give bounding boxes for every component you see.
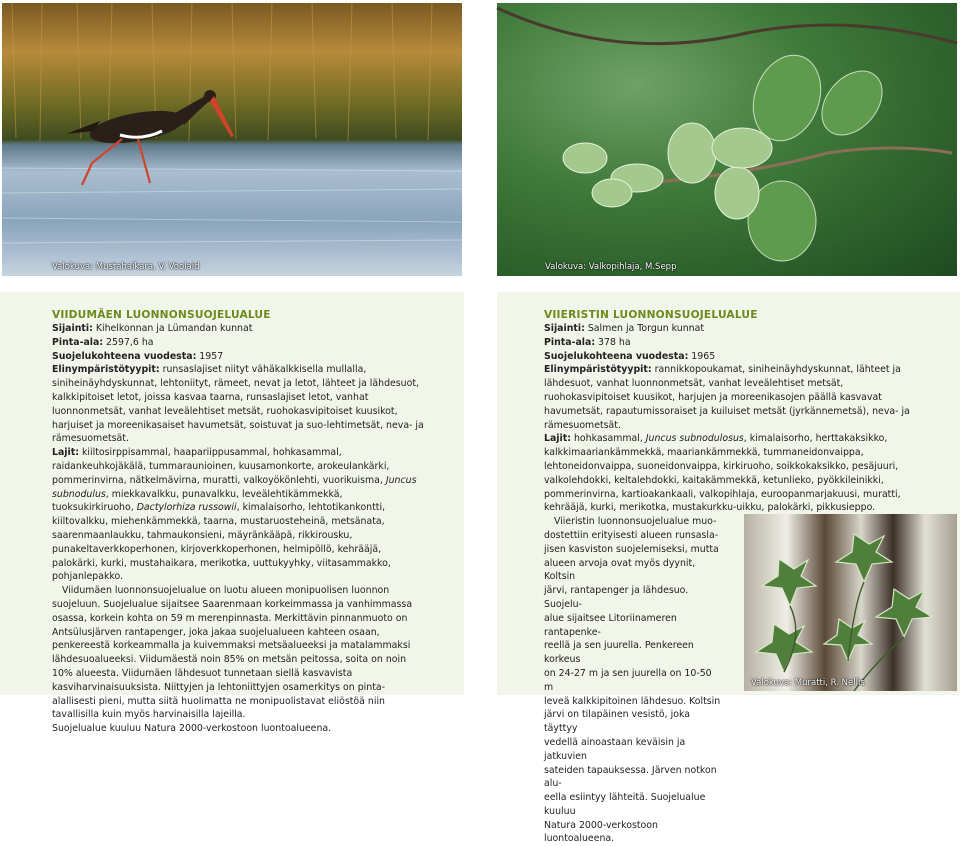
description-line: järvi on tilapäinen vesistö, joka täyttyy [544, 709, 690, 735]
description-line: Natura 2000-verkostoon luontoalueena. [544, 819, 658, 845]
description-line: alue sijaitsee Litoriinameren rantapenke- [544, 612, 677, 638]
description-line: Viieristin luonnonsuojelualue muo- [554, 516, 717, 528]
species-label: Lajit: [544, 433, 571, 445]
viieristi-protected-since [544, 350, 910, 364]
viieristi-location [544, 322, 910, 336]
species-italic: Juncus subnodulosus [645, 433, 744, 445]
viidumae-description: Viidumäen luonnonsuojelualue on luotu alueen monipuolisen luonnon suojeluun. Suojelualue sijaitsee Saarenmaan korkeimmassa ja vanhimmassa osassa, korkein kohta on 59 m merenpinnasta. Merkittävin pinnanmuoto on Antsülusjärven rantapenger, joka jakaa suojelualueen kahteen osaan, penkereestä korkeammalla ja kuivemmaksi metsäalueeksi ja matalammaksi lähdesuoalueeksi. Viidumäestä noin 85% on metsän peitossa, soita on noin 10% alueesta. Viidumäen lähdesuot tunnetaan siellä kasvavista kasviharvinaisuuksista. Niittyjen ja lehtoniittyjen osamerkitys on pinta-alallisesti pieni, mutta siitä huolimatta ne monipuolistavat eliöstöä niin tavallisilla kuin myös harvinaisilla lajeilla. [52, 585, 413, 721]
location-value: Salmen ja Torgun kunnat [584, 323, 705, 334]
viidumae-area [52, 336, 424, 350]
protected-value: 1965 [688, 350, 716, 362]
location-label: Sijainti: [544, 323, 585, 334]
area-value: 2597,6 ha [103, 336, 154, 348]
species-text: hohkasammal, [570, 433, 646, 445]
location-label: Sijainti: [52, 323, 93, 334]
protected-label: Suojelukohteena vuodesta: [544, 350, 689, 362]
description-line: on 24-27 m ja sen juurella on 10-50 m [544, 667, 712, 693]
location-value: Kihelkonnan ja Lümandan kunnat [92, 323, 253, 334]
species-italic: Dactylorhiza russowii [136, 502, 237, 514]
ivy-illustration [744, 514, 957, 691]
species-italic: Juncus subnodulus [52, 474, 417, 500]
viieristi-title: VIIERISTIN LUONNONSUOJELUALUE [544, 309, 758, 321]
description-line: sateiden tapauksessa. Järven notkon alu- [544, 764, 717, 790]
photo-black-stork [2, 3, 462, 276]
description-line: leveä kalkkipitoinen lähdesuo. Koltsin [544, 695, 721, 707]
viidumae-title: VIIDUMÄEN LUONNONSUOJELUALUE [52, 309, 271, 321]
area-value: 378 ha [595, 336, 631, 348]
species-text: , kimalaisorho, herttakaksikko, kalkkimaariankämmekkä, maariankämmekkä, tummaneidonvaippa, lehtoneidonvaippa, suoneidonvaippa, kirkiruoho, soikkokaksikko, pesäjuuri, valkolehdokki, keltalehdokki, kaitakämmekkä, ketunlieko, pyökkileinikki, pommerinvirna, kartioakankaali, valkopihlaja, euroopanmarjakuusi, muratti, kehrääjä, kurki, merikotka, mustakurkku-uikku, palokärki, pikkusieppo. [544, 433, 901, 514]
viieristi-habitats [544, 363, 910, 432]
viieristi-species [544, 432, 910, 515]
viidumae-protected-since [52, 350, 424, 364]
description-line: järvi, rantapenger ja lähdesuo. Suojelu- [544, 585, 689, 610]
viidumae-natura: Suojelualue kuuluu Natura 2000-verkostoon luontoalueena. [52, 723, 332, 735]
viidumae-location [52, 322, 424, 336]
description-line: reellä ja sen juurella. Penkereen korkeus [544, 640, 694, 666]
stork-illustration [2, 3, 462, 276]
protected-label: Suojelukohteena vuodesta: [52, 350, 197, 362]
viidumae-article [52, 308, 424, 736]
description-line: eella esiintyy lähteitä. Suojelualue kuuluu [544, 792, 706, 817]
photo-whitebeam [497, 3, 957, 276]
area-label: Pinta-ala: [544, 336, 596, 348]
description-line: dostettiin erityisesti alueen runsasla- [544, 529, 719, 541]
species-text: , kimalaisorho, lehtotikankontti, kiiltovalkku, miehenkämmekkä, taarna, mustaruosteheinä, metsänata, saarenmaanlaukku, tahmaukonsieni, mäyränkääpä, rikkirousku, punakeltaverkkoperhonen, kirjoverkkoperhonen, helmipöllö, kehrääjä, palokärki, kurki, mustahaikara, merikotka, uuttukyyhky, viitasammakko, pohjanlepakko. [52, 502, 391, 583]
whitebeam-illustration [497, 3, 957, 276]
photo-caption-ivy: Valokuva: Muratti, R. Nellis [751, 678, 865, 688]
habitats-value: rannikkopoukamat, siniheinäyhdyskunnat, lähteet ja lähdesuot, vanhat luonnonmetsät, vanhat leveälehtiset metsät, ruohokasvipitoiset kuusikot, harjujen ja moreenikasojen päällä kasvavat havumetsät, rapautumissoraiset ja kuiluiset metsät (jyrkännemetsä), neva- ja rämesuometsät. [544, 364, 910, 431]
habitats-label: Elinympäristötyypit: [544, 364, 652, 376]
photo-ivy [744, 514, 957, 691]
protected-value: 1957 [196, 350, 224, 362]
description-line: vedellä ainoastaan keväisin ja jatkuvien [544, 736, 686, 762]
species-text: kiiltosirppisammal, haapariippusammal, hohkasammal, raidankeuhkojäkälä, tummaraunioinen, kuusamonkorte, arokeulankärki, pommerinvirna, nätkelmävirna, muratti, valkoyökönlehti, vuorikuisma, [52, 447, 390, 486]
photo-caption-stork: Valokuva: Mustahaikara, V. Voolaid [52, 262, 200, 272]
habitats-label: Elinympäristötyypit: [52, 364, 160, 376]
description-line: jisen kasviston suojelemiseksi, mutta [544, 543, 719, 555]
area-label: Pinta-ala: [52, 336, 104, 348]
viidumae-habitats [52, 363, 424, 446]
habitats-value: runsaslajiset niityt vähäkalkkisella mullalla, siniheinäyhdyskunnat, lehtoniityt, rämeet, nevat ja letot, lähteet ja lähdesuot, kalkkipitoiset letot, joissa kasvaa taarna, runsaslajiset letot, vanhat luonnonmetsät, vanhat leveälehtiset metsät, ruohokasvipitoiset kuusikot, harjuiset ja moreenikasaiset havumetsät, soistuvat ja suo-lehtimetsät, neva- ja rämesuometsät. [52, 364, 424, 445]
viieristi-description [544, 515, 722, 846]
description-line: alueen arvoja ovat myös dyynit, Koltsin [544, 557, 696, 583]
species-label: Lajit: [52, 447, 79, 459]
photo-caption-whitebeam: Valokuva: Valkopihlaja, M.Sepp [545, 262, 677, 272]
species-text: , miekkavalkku, punavalkku, leveälehtikämmekkä, tuoksukirkiruoho, [52, 488, 343, 514]
viieristi-area [544, 336, 910, 350]
viidumae-species [52, 446, 424, 584]
